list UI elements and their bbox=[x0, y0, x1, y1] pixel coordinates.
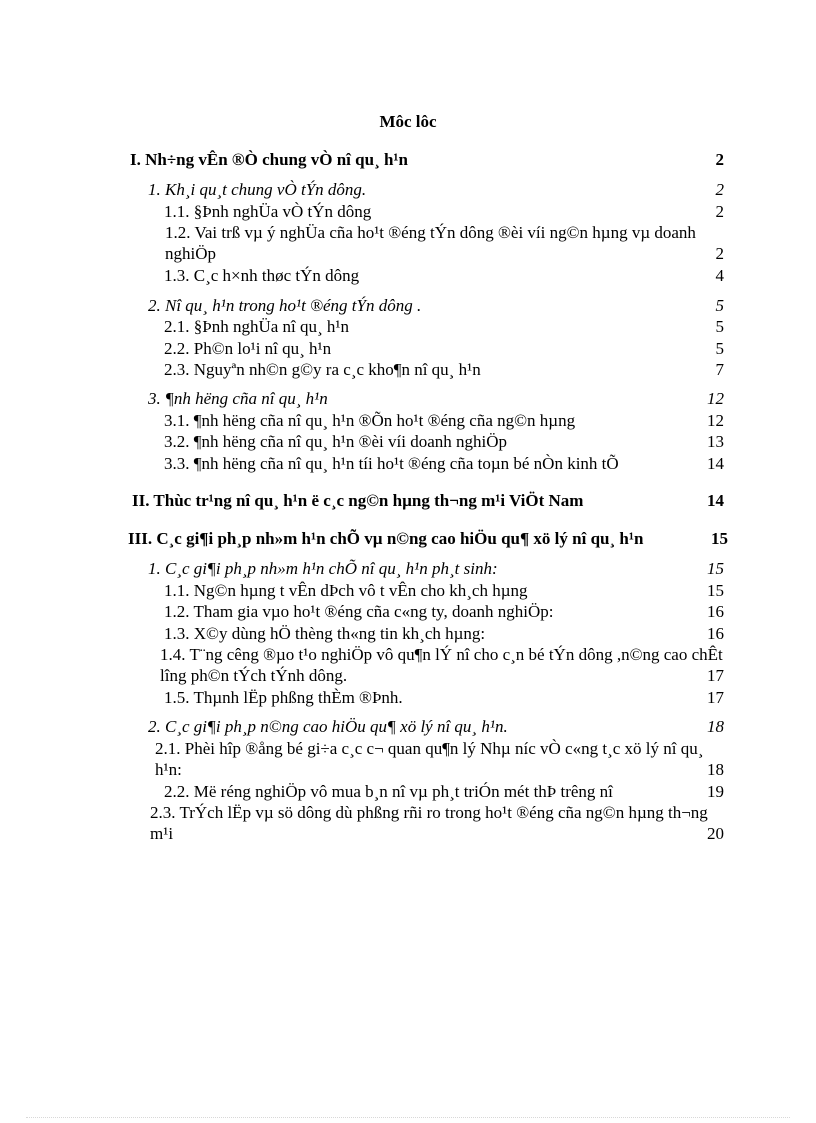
toc-entry-text: 1.1. §Þnh nghÜa vÒ tÝn dông bbox=[164, 202, 372, 221]
toc-entry-level3 bbox=[164, 687, 724, 708]
toc-entry-level2 bbox=[148, 295, 724, 316]
toc-entry-text: 1.2. Vai trß vµ ý nghÜa cña ho¹t ®éng tÝn dông ®èi víi ng©n hµng vµ doanh nghiÖp bbox=[165, 223, 696, 263]
toc-entry-page: 16 bbox=[707, 602, 724, 621]
toc-entry-page: 16 bbox=[707, 624, 724, 643]
toc-entry-level3 bbox=[150, 802, 736, 844]
toc-entry-text: III. C¸c gi¶i ph¸p nh»m h¹n chÕ vµ n©ng cao hiÖu qu¶ xö lý nî qu¸ h¹n bbox=[128, 529, 644, 548]
toc-entry-text: II. Thùc tr¹ng nî qu¸ h¹n ë c¸c ng©n hµng th¬ng m¹i ViÖt Nam bbox=[132, 491, 584, 510]
toc-entry-page: 17 bbox=[707, 666, 724, 685]
toc-entry-text: 2.1. §Þnh nghÜa nî qu¸ h¹n bbox=[164, 317, 350, 336]
toc-entry-page: 2 bbox=[715, 244, 724, 263]
toc-entry-text: 3. ¶nh hëng cña nî qu¸ h¹n bbox=[148, 389, 328, 408]
toc-entry-level3 bbox=[164, 623, 724, 644]
toc-entry-page: 2 bbox=[715, 150, 724, 169]
toc-entry-text: 2.2. Ph©n lo¹i nî qu¸ h¹n bbox=[164, 339, 332, 358]
toc-entry-text: 2.3. Nguyªn nh©n g©y ra c¸c kho¶n nî qu¸ h¹n bbox=[164, 360, 481, 379]
toc-entry-level3 bbox=[160, 644, 730, 686]
toc-entry-level3 bbox=[164, 265, 724, 286]
toc-entry-page: 13 bbox=[707, 432, 724, 451]
toc-entry-level3 bbox=[164, 580, 724, 601]
toc-entry-page-wrap bbox=[700, 759, 724, 780]
toc-entry-text: 1. C¸c gi¶i ph¸p nh»m h¹n chÕ nî qu¸ h¹n ph¸t sinh: bbox=[148, 559, 498, 578]
toc-entry-level3 bbox=[164, 359, 724, 380]
toc-entry-level2 bbox=[148, 558, 724, 579]
toc-entry-text: 3.3. ¶nh hëng cña nî qu¸ h¹n tíi ho¹t ®éng cña toµn bé nÒn kinh tÕ bbox=[164, 454, 619, 473]
toc-entry-page-wrap bbox=[700, 665, 724, 686]
toc-entry-page: 14 bbox=[707, 454, 724, 473]
toc-entry-level3 bbox=[164, 431, 724, 452]
page-title: Môc lôc bbox=[379, 112, 437, 131]
toc-entry-page: 12 bbox=[707, 411, 724, 430]
toc-entry-level3 bbox=[164, 781, 724, 802]
toc-entry-text: I. Nh÷ng vÊn ®Ò chung vÒ nî qu¸ h¹n bbox=[130, 150, 408, 169]
toc-entry-text: 2. Nî qu¸ h¹n trong ho¹t ®éng tÝn dông . bbox=[148, 296, 422, 315]
toc-entry-page: 12 bbox=[707, 389, 724, 408]
toc-entry-level3 bbox=[164, 316, 724, 337]
toc-entry-level1 bbox=[128, 528, 728, 549]
toc-entry-level2 bbox=[148, 388, 724, 409]
toc-entry-page: 15 bbox=[707, 559, 724, 578]
toc-entry-page: 14 bbox=[707, 491, 724, 510]
toc-entry-text: 2. C¸c gi¶i ph¸p n©ng cao hiÖu qu¶ xö lý nî qu¸ h¹n. bbox=[148, 717, 508, 736]
toc-entry-page: 5 bbox=[715, 296, 724, 315]
toc-entry-text: 1.4. T¨ng cêng ®µo t¹o nghiÖp vô qu¶n lÝ nî cho c¸n bé tÝn dông ,n©ng cao chÊt lîng ph©n tÝch tÝnh dông. bbox=[160, 645, 723, 685]
toc-entry-text: 1. Kh¸i qu¸t chung vÒ tÝn dông. bbox=[148, 180, 367, 199]
toc-entry-text: 2.1. Phèi hîp ®ång bé gi÷a c¸c c¬ quan qu¶n lý Nhµ níc vÒ c«ng t¸c xö lý nî qu¸ h¹n: bbox=[155, 739, 704, 779]
toc-entry-page: 5 bbox=[715, 317, 724, 336]
toc-entry-page: 20 bbox=[707, 824, 724, 843]
toc-entry-text: 2.3. TrÝch lËp vµ sö dông dù phßng rñi ro trong ho¹t ®éng cña ng©n hµng th¬ng m¹i bbox=[150, 803, 708, 843]
toc-entry-page: 19 bbox=[707, 782, 724, 801]
toc-entry-level3 bbox=[164, 601, 724, 622]
toc-entry-level3 bbox=[155, 738, 730, 780]
toc-entry-level1 bbox=[130, 149, 724, 170]
bottom-dotted-rule bbox=[26, 1117, 790, 1118]
toc-entry-text: 1.3. C¸c h×nh thøc tÝn dông bbox=[164, 266, 360, 285]
toc-entry-text: 3.1. ¶nh hëng cña nî qu¸ h¹n ®Õn ho¹t ®éng cña ng©n hµng bbox=[164, 411, 576, 430]
toc-entry-page: 15 bbox=[711, 529, 728, 548]
toc-entry-level3 bbox=[164, 453, 724, 474]
toc-entry-level2 bbox=[148, 716, 724, 737]
toc-entry-level3 bbox=[137, 222, 724, 264]
toc-entry-page: 18 bbox=[707, 717, 724, 736]
toc-entry-page: 18 bbox=[707, 760, 724, 779]
toc-entry-text: 1.2. Tham gia vµo ho¹t ®éng cña c«ng ty, doanh nghiÖp: bbox=[164, 602, 554, 621]
toc-entry-page: 2 bbox=[715, 202, 724, 221]
toc-entry-page: 7 bbox=[715, 360, 724, 379]
toc-entry-page-wrap bbox=[700, 243, 724, 264]
toc-entry-text: 1.3. X©y dùng hÖ thèng th«ng tin kh¸ch hµng: bbox=[164, 624, 486, 643]
toc-entry-level3 bbox=[164, 338, 724, 359]
toc-entry-level1 bbox=[132, 490, 724, 511]
toc-entry-page: 15 bbox=[707, 581, 724, 600]
toc-entry-page: 2 bbox=[715, 180, 724, 199]
toc-entry-text: 2.2. Më réng nghiÖp vô mua b¸n nî vµ ph¸t triÓn mét thÞ trêng nî bbox=[164, 782, 613, 801]
toc-entry-text: 1.1. Ng©n hµng t vÊn dÞch vô t vÊn cho kh¸ch hµng bbox=[164, 581, 528, 600]
toc-entry-level2 bbox=[148, 179, 724, 200]
toc-entry-page: 17 bbox=[707, 688, 724, 707]
toc-entry-text: 3.2. ¶nh hëng cña nî qu¸ h¹n ®èi víi doanh nghiÖp bbox=[164, 432, 507, 451]
toc-entry-level3 bbox=[164, 410, 724, 431]
toc-entry-text: 1.5. Thµnh lËp phßng thÈm ®Þnh. bbox=[164, 688, 403, 707]
toc-entry-page: 4 bbox=[715, 266, 724, 285]
toc-entry-page: 5 bbox=[715, 339, 724, 358]
toc-entry-level3 bbox=[164, 201, 724, 222]
toc-entry-page-wrap bbox=[700, 823, 724, 844]
